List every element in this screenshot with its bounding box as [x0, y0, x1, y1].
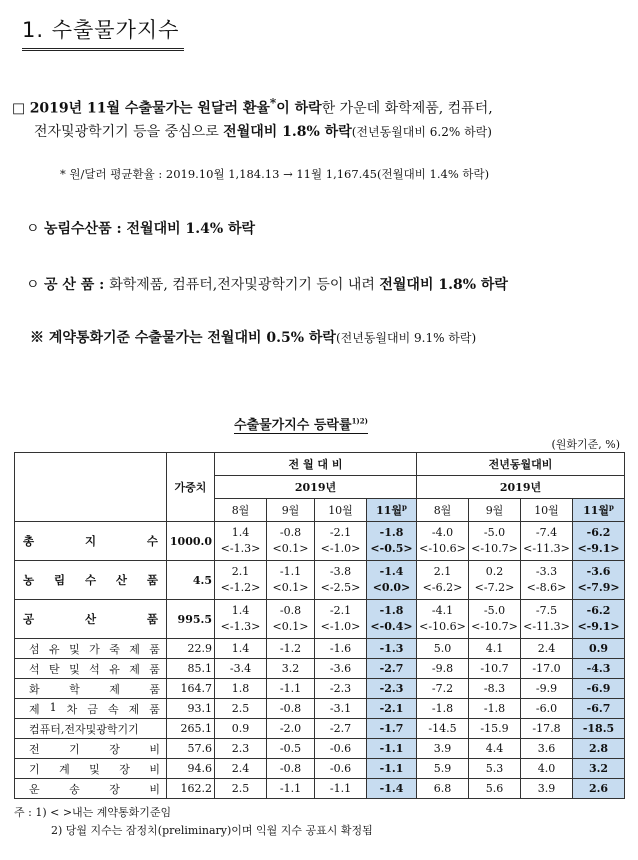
month-label: 11월: [376, 504, 403, 517]
mom-value: -0.8: [279, 526, 302, 539]
month-header: [215, 499, 267, 522]
table-row: [15, 522, 625, 561]
row-label-char: 총: [23, 534, 35, 548]
yoy-cell: [469, 600, 521, 639]
subrow-label-char: 품: [149, 702, 160, 716]
row-label-char: 지: [84, 534, 97, 548]
mom-value: -1.4: [367, 779, 417, 799]
month-label: 10월: [328, 504, 353, 517]
month-label: 11월: [583, 504, 610, 517]
subrow-label-char: 비: [149, 762, 160, 776]
yoy-contract-value: <-11.3>: [523, 620, 570, 633]
mom-contract-value: <0.1>: [272, 581, 309, 594]
mom-value: -1.2: [267, 639, 315, 659]
mom-contract-value: <-0.5>: [370, 542, 413, 555]
summary-line-1: □ 2019년 11월 수출물가는 원달러 환율*이 하락한 가운데 화학제품, 컴퓨터,: [12, 96, 493, 117]
yoy-value: 2.4: [521, 639, 573, 659]
mom-contract-value: <0.1>: [272, 620, 309, 633]
yoy-value: 3.9: [417, 739, 469, 759]
table-row: [15, 779, 625, 799]
row-weight: 4.5: [167, 561, 215, 600]
section-title: 1. 수출물가지수: [22, 8, 184, 51]
subrow-label-char: 죽: [109, 642, 120, 656]
yoy-cell: [521, 561, 573, 600]
yoy-value: -9.8: [417, 659, 469, 679]
yoy-contract-value: <-11.3>: [523, 542, 570, 555]
subrow-label-char: 송: [69, 782, 80, 796]
yoy-value: -1.8: [417, 699, 469, 719]
mom-value: -3.8: [329, 565, 352, 578]
agri-item: ㅇ 농림수산품 : 전월대비 1.4% 하락: [26, 221, 256, 237]
row-label-char: 품: [146, 612, 158, 626]
subrow-weight: 94.6: [167, 759, 215, 779]
row-weight: 995.5: [167, 600, 215, 639]
subrow-label-char: 학: [69, 682, 80, 696]
yoy-value: -6.0: [521, 699, 573, 719]
subrow-weight: 164.7: [167, 679, 215, 699]
table-row: [15, 759, 625, 779]
yoy-value: 2.1: [433, 565, 452, 578]
month-header: [573, 499, 625, 522]
subrow-label-char: 및: [89, 762, 100, 776]
mom-value: -1.3: [367, 639, 417, 659]
mom-cell: [367, 600, 417, 639]
row-label-char: 농: [23, 573, 35, 587]
mom-value: 2.5: [215, 779, 267, 799]
mom-contract-value: <-1.2>: [220, 581, 261, 594]
yoy-contract-value: <-10.6>: [419, 620, 466, 633]
table-unit: (원화기준, %): [551, 438, 620, 451]
row-weight: 1000.0: [167, 522, 215, 561]
subrow-label-char: 품: [149, 642, 160, 656]
mom-value: -2.3: [315, 679, 367, 699]
mom-contract-value: <-1.3>: [220, 620, 261, 633]
mom-contract-value: <-1.3>: [220, 542, 261, 555]
subrow-weight: 162.2: [167, 779, 215, 799]
subrow-label-char: 비: [149, 742, 160, 756]
table-row: [15, 639, 625, 659]
month-header: [367, 499, 417, 522]
yoy-value: -10.7: [469, 659, 521, 679]
table-row: [15, 561, 625, 600]
mom-value: 2.3: [215, 739, 267, 759]
yoy-value: 3.9: [521, 779, 573, 799]
subrow-label: [15, 699, 167, 719]
mom-year: 2019년: [215, 476, 417, 499]
yoy-value: -3.6: [586, 565, 611, 578]
mom-value: 1.4: [231, 604, 250, 617]
subrow-label-char: 금: [87, 702, 98, 716]
yoy-value: 5.0: [417, 639, 469, 659]
month-header: [315, 499, 367, 522]
subrow-label: [15, 759, 167, 779]
table-row: [15, 699, 625, 719]
month-header: [469, 499, 521, 522]
yoy-value: -6.9: [573, 679, 625, 699]
mom-value: -2.7: [315, 719, 367, 739]
mom-value: -0.6: [315, 759, 367, 779]
row-label: [15, 600, 167, 639]
yoy-value: 4.1: [469, 639, 521, 659]
yoy-value: -6.7: [573, 699, 625, 719]
subrow-label-char: 계: [59, 762, 70, 776]
month-header: [521, 499, 573, 522]
subrow-label-char: 석: [29, 662, 40, 676]
mom-value: -3.4: [215, 659, 267, 679]
yoy-contract-value: <-8.6>: [526, 581, 567, 594]
mom-contract-value: <-1.0>: [320, 620, 361, 633]
mom-contract-value: <0.1>: [272, 542, 309, 555]
mom-value: -2.3: [367, 679, 417, 699]
subrow-weight: 265.1: [167, 719, 215, 739]
yoy-cell: [573, 561, 625, 600]
subrow-label-char: 섬: [29, 642, 40, 656]
yoy-value: -18.5: [573, 719, 625, 739]
yoy-value: -17.0: [521, 659, 573, 679]
mom-cell: [315, 522, 367, 561]
yoy-value: -7.5: [535, 604, 558, 617]
yoy-value: -5.0: [483, 526, 506, 539]
yoy-contract-value: <-6.2>: [422, 581, 463, 594]
yoy-value: -6.2: [586, 604, 611, 617]
yoy-contract-value: <-9.1>: [577, 620, 620, 633]
mom-cell: [267, 600, 315, 639]
mom-value: 2.1: [231, 565, 250, 578]
yoy-value: -9.9: [521, 679, 573, 699]
footnote-2: 2) 당월 지수는 잠정치(preliminary)이며 익월 지수 공표시 확정됨: [51, 824, 373, 837]
yoy-contract-value: <-9.1>: [577, 542, 620, 555]
subrow-label: [15, 639, 167, 659]
yoy-contract-value: <-10.7>: [471, 620, 518, 633]
subrow-label: [15, 679, 167, 699]
row-label: [15, 561, 167, 600]
subrow-label-char: 제: [129, 642, 140, 656]
mom-value: 1.4: [215, 639, 267, 659]
row-label-char: 수: [84, 573, 97, 587]
yoy-value: 5.6: [469, 779, 521, 799]
mom-value: 2.5: [215, 699, 267, 719]
subrow-label: [15, 779, 167, 799]
yoy-value: 2.8: [573, 739, 625, 759]
mom-value: -0.8: [267, 699, 315, 719]
subrow-label-char: 장: [109, 742, 120, 756]
footnote-1: 주 : 1) < >내는 계약통화기준임: [14, 806, 172, 819]
subrow-label-char: 전: [29, 742, 40, 756]
mom-value: 2.4: [215, 759, 267, 779]
yoy-value: -14.5: [417, 719, 469, 739]
table-row: [15, 679, 625, 699]
yoy-value: 4.0: [521, 759, 573, 779]
mom-value: -1.1: [367, 759, 417, 779]
yoy-value: 5.3: [469, 759, 521, 779]
mom-value: -0.8: [267, 759, 315, 779]
subrow-weight: 22.9: [167, 639, 215, 659]
mom-value: -0.6: [315, 739, 367, 759]
yoy-value: -4.1: [431, 604, 454, 617]
mom-value: -1.6: [315, 639, 367, 659]
yoy-contract-value: <-10.6>: [419, 542, 466, 555]
mom-value: -3.6: [315, 659, 367, 679]
subrow-label-char: 운: [29, 782, 40, 796]
subrow-label-char: 제: [128, 702, 140, 716]
mom-value: -1.4: [379, 565, 404, 578]
preliminary-mark: p: [609, 502, 614, 512]
mom-value: -1.8: [379, 604, 404, 617]
mom-value: -2.1: [367, 699, 417, 719]
subrow-weight: 93.1: [167, 699, 215, 719]
yoy-header: 전년동월대비: [417, 453, 625, 476]
subrow-label-char: 장: [119, 762, 130, 776]
yoy-cell: [573, 600, 625, 639]
month-label: 9월: [281, 504, 300, 517]
mom-contract-value: <0.0>: [372, 581, 411, 594]
subrow-label-char: 제: [29, 702, 40, 716]
yoy-value: 3.6: [521, 739, 573, 759]
yoy-year: 2019년: [417, 476, 625, 499]
mom-cell: [215, 600, 267, 639]
subrow-label-char: 유: [109, 662, 120, 676]
mom-value: 3.2: [267, 659, 315, 679]
subrow-label-char: 화: [29, 682, 40, 696]
mom-value: -1.1: [367, 739, 417, 759]
month-label: 8월: [433, 504, 452, 517]
subrow-label-char: 유: [49, 642, 60, 656]
mom-header: 전 월 대 비: [215, 453, 417, 476]
mom-value: -1.1: [279, 565, 302, 578]
preliminary-mark: p: [402, 502, 407, 512]
row-label-char: 림: [53, 573, 66, 587]
mom-value: 0.9: [215, 719, 267, 739]
mom-value: -1.7: [367, 719, 417, 739]
yoy-contract-value: <-10.7>: [471, 542, 518, 555]
subrow-label-char: 1: [49, 700, 57, 714]
mom-value: -1.1: [267, 779, 315, 799]
subrow-label-char: 기: [69, 742, 80, 756]
subrow-label-char: 석: [89, 662, 100, 676]
subrow-label: [15, 739, 167, 759]
yoy-value: -4.0: [431, 526, 454, 539]
mom-value: -2.7: [367, 659, 417, 679]
row-label-char: 수: [146, 534, 158, 548]
row-label-char: 공: [23, 612, 35, 626]
yoy-value: 4.4: [469, 739, 521, 759]
yoy-cell: [417, 600, 469, 639]
row-label: [15, 522, 167, 561]
subrow-label-char: 가: [89, 642, 100, 656]
mom-contract-value: <-1.0>: [320, 542, 361, 555]
exchange-rate-note: * 원/달러 평균환율 : 2019.10월 1,184.13 → 11월 1,167.45(전월대비 1.4% 하락): [60, 167, 490, 181]
mom-contract-value: <-0.4>: [370, 620, 413, 633]
yoy-contract-value: <-7.2>: [474, 581, 515, 594]
mom-value: -1.1: [267, 679, 315, 699]
yoy-value: 5.9: [417, 759, 469, 779]
yoy-value: -6.2: [586, 526, 611, 539]
mom-cell: [315, 561, 367, 600]
export-price-table: [14, 452, 625, 799]
yoy-cell: [469, 561, 521, 600]
yoy-value: -3.3: [535, 565, 558, 578]
yoy-cell: [417, 561, 469, 600]
subrow-label: [15, 659, 167, 679]
subrow-label-char: 탄: [49, 662, 60, 676]
yoy-value: 0.2: [485, 565, 504, 578]
yoy-value: -8.3: [469, 679, 521, 699]
subrow-label-char: 기: [29, 762, 40, 776]
header-blank: [15, 453, 167, 522]
yoy-value: 2.6: [573, 779, 625, 799]
mom-value: -1.8: [379, 526, 404, 539]
month-label: 10월: [534, 504, 559, 517]
industrial-item: ㅇ 공 산 품 : 화학제품, 컴퓨터,전자및광학기기 등이 내려 전월대비 1.8% 하락: [26, 277, 508, 293]
table-row: [15, 739, 625, 759]
yoy-value: -15.9: [469, 719, 521, 739]
mom-value: -2.1: [329, 526, 352, 539]
subrow-label-char: 품: [149, 682, 160, 696]
subrow-label-char: 및: [69, 642, 80, 656]
mom-cell: [267, 522, 315, 561]
mom-cell: [315, 600, 367, 639]
month-label: 8월: [231, 504, 250, 517]
row-label-char: 산: [84, 612, 97, 626]
yoy-contract-value: <-7.9>: [577, 581, 620, 594]
yoy-cell: [469, 522, 521, 561]
month-label: 9월: [485, 504, 504, 517]
table-row: [15, 600, 625, 639]
contract-currency-item: ※ 계약통화기준 수출물가는 전월대비 0.5% 하락(전년동월대비 9.1% 하락): [30, 330, 477, 346]
mom-cell: [215, 561, 267, 600]
subrow-label-char: 제: [129, 662, 140, 676]
mom-cell: [367, 522, 417, 561]
yoy-value: -1.8: [469, 699, 521, 719]
row-label-char: 산: [115, 573, 128, 587]
yoy-cell: [573, 522, 625, 561]
yoy-value: -7.4: [535, 526, 558, 539]
subrow-weight: 57.6: [167, 739, 215, 759]
yoy-cell: [521, 600, 573, 639]
mom-contract-value: <-2.5>: [320, 581, 361, 594]
mom-value: 1.4: [231, 526, 250, 539]
subrow-label-char: 및: [69, 662, 80, 676]
weight-header: 가중치: [167, 453, 215, 522]
mom-cell: [215, 522, 267, 561]
yoy-value: -17.8: [521, 719, 573, 739]
yoy-value: 0.9: [573, 639, 625, 659]
month-header: [267, 499, 315, 522]
table-row: [15, 659, 625, 679]
mom-value: -2.0: [267, 719, 315, 739]
yoy-cell: [417, 522, 469, 561]
subrow-weight: 85.1: [167, 659, 215, 679]
table-title: 수출물가지수 등락률$^{1)2)}$: [234, 414, 368, 434]
subrow-label-char: 품: [149, 662, 160, 676]
yoy-value: -5.0: [483, 604, 506, 617]
table-row: [15, 719, 625, 739]
subrow-label-char: 컴퓨터,전자및광학기기: [29, 722, 139, 736]
subrow-label-char: 속: [107, 702, 119, 716]
yoy-value: -7.2: [417, 679, 469, 699]
mom-value: -0.8: [279, 604, 302, 617]
mom-value: -3.1: [315, 699, 367, 719]
subrow-label-char: 제: [109, 682, 120, 696]
mom-value: -2.1: [329, 604, 352, 617]
mom-value: -1.1: [315, 779, 367, 799]
summary-line-2: 전자및광학기기 등을 중심으로 전월대비 1.8% 하락(전년동월대비 6.2% 하락): [34, 124, 492, 140]
subrow-label-char: 장: [109, 782, 120, 796]
subrow-label: [15, 719, 167, 739]
month-header: [417, 499, 469, 522]
row-label-char: 품: [146, 573, 158, 587]
yoy-cell: [521, 522, 573, 561]
yoy-value: 3.2: [573, 759, 625, 779]
yoy-value: -4.3: [573, 659, 625, 679]
mom-value: -0.5: [267, 739, 315, 759]
yoy-value: 6.8: [417, 779, 469, 799]
subrow-label-char: 차: [66, 702, 78, 716]
mom-value: 1.8: [215, 679, 267, 699]
subrow-label-char: 비: [149, 782, 160, 796]
mom-cell: [267, 561, 315, 600]
mom-cell: [367, 561, 417, 600]
